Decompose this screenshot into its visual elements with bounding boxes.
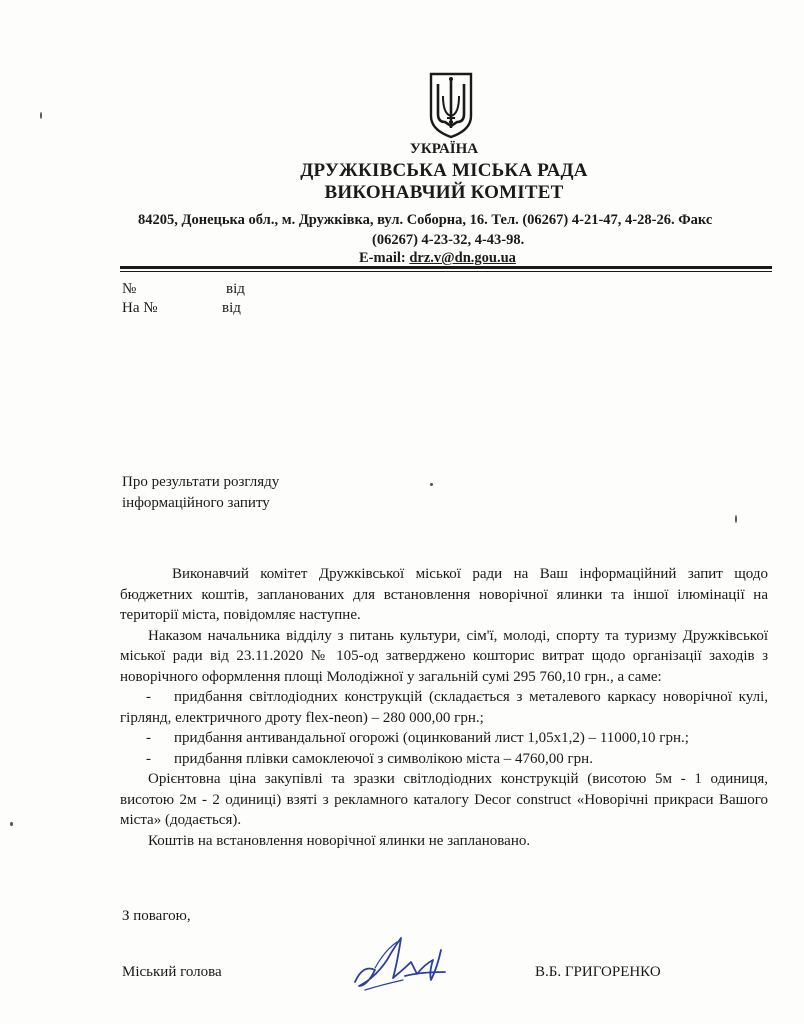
header-rule-thick [120,266,772,269]
list-item-text: придбання антивандальної огорожі (оцинкований лист 1,05х1,2) – 11000,10 грн.; [174,730,689,746]
email-address: drz.v@dn.gou.ua [409,250,516,266]
coat-of-arms-icon [427,70,475,140]
header-rule-thin [120,271,772,272]
letter-subject [122,472,279,514]
paragraph-1: Виконавчий комітет Дружківської міської ради на Ваш інформаційний запит щодо бюджетних коштів, запланованих для встановлення новорічної ялинки та іншої ілюмінації на території міста, повідомляє наступне. [120,566,768,623]
address-line-2: (06267) 4-23-32, 4-43-98. [372,232,525,248]
list-item [120,749,768,770]
bullet-dash: - [146,689,151,705]
subject-line-1: Про результати розгляду [122,474,280,490]
paragraph-3: Орієнтовна ціна закупівлі та зразки світлодіодних конструкцій (висотою 5м - 1 одиниця, висотою 2м - 2 одиниці) взяті з рекламного каталогу Decor construct «Новорічні прикраси Вашого міста» (додається). [120,771,768,828]
scan-speck [430,483,433,486]
paragraph-4: Коштів на встановлення новорічної ялинки не заплановано. [148,832,531,849]
header-committee: ВИКОНАВЧИЙ КОМІТЕТ [324,182,564,203]
email-label: E-mail: [359,250,410,266]
subject-line-2: інформаційного запиту [122,495,270,511]
list-item [120,687,768,728]
paragraph-2: Наказом начальника відділу з питань культури, сім'ї, молоді, спорту та туризму Дружківської міської ради від 23.11.2020 № 105-од затверджено кошторис витрат щодо організації заходів з новорічного оформлення площі Молодіжної у загальній сумі 295 760,10 грн., а саме: [120,627,768,685]
header-council: ДРУЖКІВСЬКА МІСЬКА РАДА [300,160,588,181]
bullet-dash: - [146,730,151,746]
ref-number-label: № [122,281,137,297]
ref-date-label: від [226,281,245,297]
signatory-position: Міський голова [122,964,222,980]
list-item [120,728,768,749]
bullet-dash: - [146,750,151,767]
scan-speck [40,112,42,119]
list-item-text: придбання плівки самоклеючої з символікою міста – 4760,00 грн. [174,750,593,767]
handwritten-signature [345,920,455,1000]
scan-speck [10,822,13,826]
header-country: УКРАЇНА [409,141,479,157]
reply-number-label: На № [122,300,158,316]
signatory-name: В.Б. ГРИГОРЕНКО [535,964,661,980]
list-item-text: придбання світлодіодних конструкцій (складається з металевого каркасу новорічної кулі, гірлянд, електричного дроту flex-neon) – 280 000,00 грн.; [120,689,768,726]
address-line-1: 84205, Донецька обл., м. Дружківка, вул. Соборна, 16. Тел. (06267) 4-21-47, 4-28-26. Факс [138,212,713,228]
letter-body [120,564,768,851]
scan-speck [735,515,737,523]
closing-regards: З повагою, [122,908,191,924]
reply-date-label: від [222,300,241,316]
